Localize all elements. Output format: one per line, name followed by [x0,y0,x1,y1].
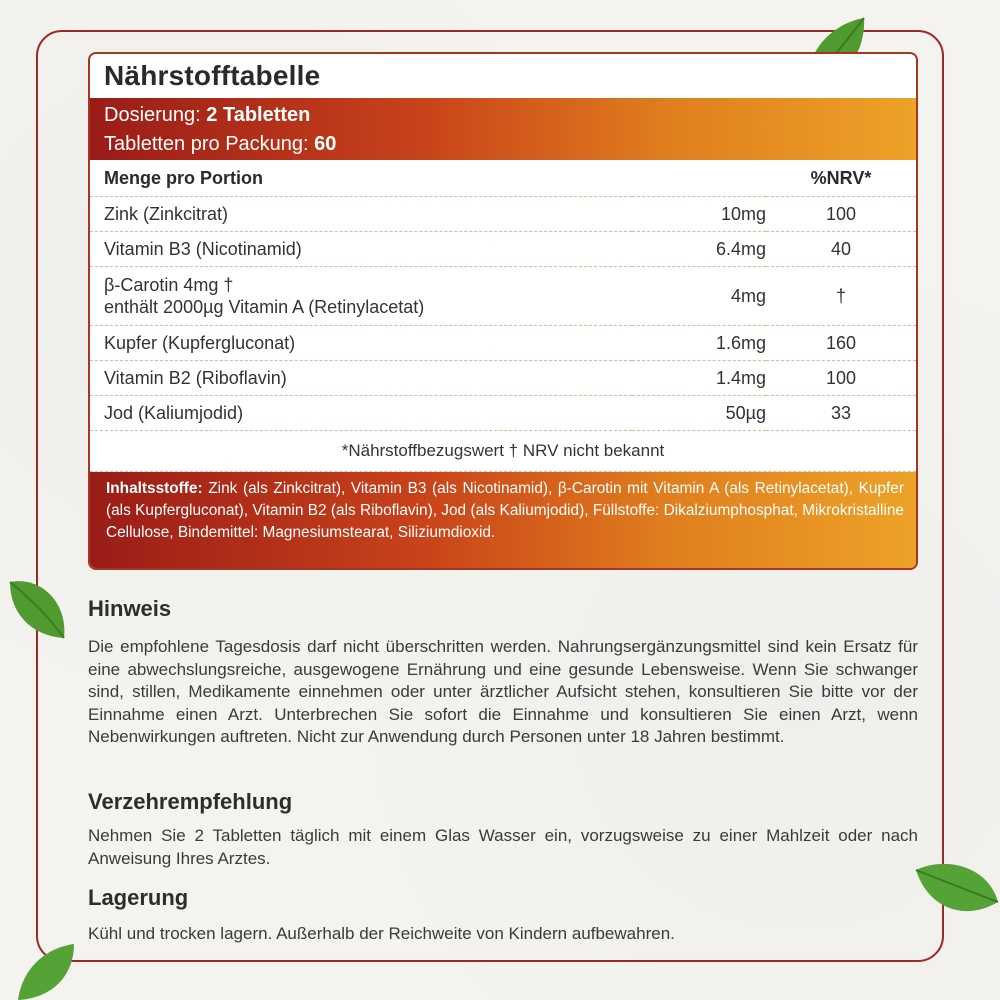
nutrient-nrv: 160 [766,326,916,361]
leaf-icon [14,940,78,1000]
nutrient-amount: 1.4mg [632,361,766,396]
nutrient-nrv: 40 [766,232,916,267]
nutrition-table-card [88,52,918,570]
pack-value: 60 [314,133,337,155]
lagerung-text: Kühl und trocken lagern. Außerhalb der Reichweite von Kindern aufbewahren. [88,924,675,943]
dosage-label: Dosierung: [104,104,207,126]
table-row [90,361,916,396]
nutrient-amount: 6.4mg [632,232,766,267]
nutrient-amount: 4mg [632,267,766,326]
verzehr-heading: Verzehrempfehlung [88,789,293,814]
table-header-row [90,160,916,197]
nutrient-name: Vitamin B3 (Nicotinamid) [90,232,632,267]
table-footnote: *Nährstoffbezugswert † NRV nicht bekannt [90,431,916,472]
table-row [90,232,916,267]
nutrient-name-line2: enthält 2000µg Vitamin A (Retinylacetat) [104,297,425,317]
table-row [90,267,916,326]
header-amount [632,160,766,197]
nutrient-nrv: 100 [766,361,916,396]
nutrient-amount: 10mg [632,197,766,232]
nutrient-name-line1: β-Carotin 4mg † [104,275,234,295]
nutrient-name [90,267,632,326]
nutrient-nrv: 33 [766,396,916,431]
table-row [90,197,916,232]
table-row [90,326,916,361]
nutrient-name: Kupfer (Kupfergluconat) [90,326,632,361]
dosage-band [90,98,916,160]
header-nrv: %NRV* [766,160,916,197]
dosage-value: 2 Tabletten [206,104,311,126]
table-row [90,396,916,431]
nutrient-amount: 50µg [632,396,766,431]
hinweis-heading: Hinweis [88,596,172,621]
nutrient-name: Zink (Zinkcitrat) [90,197,632,232]
lagerung-heading: Lagerung [88,885,189,910]
verzehr-text: Nehmen Sie 2 Tabletten täglich mit einem Glas Wasser ein, vorzugsweise zu einer Mahlzeit oder nach Anweisung Ihres Arztes. [88,826,918,868]
nutrient-name: Jod (Kaliumjodid) [90,396,632,431]
leaf-icon [912,856,1000,926]
ingredients-text: Zink (als Zinkcitrat), Vitamin B3 (als Nicotinamid), β-Carotin mit Vitamin A (als Retinylacetat), Kupfer (als Kupfergluconat), Vitamin B2 (als Riboflavin), Jod (als Kaliumjodid), Füllstoffe: Dikalziumphosphat, Mikrokristalline Cellulose, Bindemittel: Magnesiumstearat, Siliziumdioxid. [106,480,904,541]
pack-label: Tabletten pro Packung: [104,133,315,155]
leaf-icon [6,576,70,642]
hinweis-text: Die empfohlene Tagesdosis darf nicht überschritten werden. Nahrungsergänzungsmittel sind kein Ersatz für eine abwechslungsreiche, ausgewogene Ernährung und eine gesunde Lebensweise. Wenn Sie schwanger sind, stillen, Medikamente einnehmen oder unter ärztlicher Aufsicht stehen, konsultieren Sie bitte vor der Einnahme einen Arzt. Unterbrechen Sie sofort die Einnahme und konsultieren Sie einen Arzt, wenn Nebenwirkungen auftreten. Nicht zur Anwendung durch Personen unter 18 Jahren bestimmt. [88,637,918,746]
pack-line [104,130,916,159]
table-title: Nährstofftabelle [104,60,321,91]
nutrient-name: Vitamin B2 (Riboflavin) [90,361,632,396]
dosage-line [104,101,916,130]
nutrient-amount: 1.6mg [632,326,766,361]
nutrient-table [90,160,916,431]
ingredients-label: Inhaltsstoffe: [106,480,203,497]
ingredients-band [90,472,916,570]
nutrient-nrv: 100 [766,197,916,232]
nutrient-nrv: † [766,267,916,326]
header-name: Menge pro Portion [90,160,632,197]
